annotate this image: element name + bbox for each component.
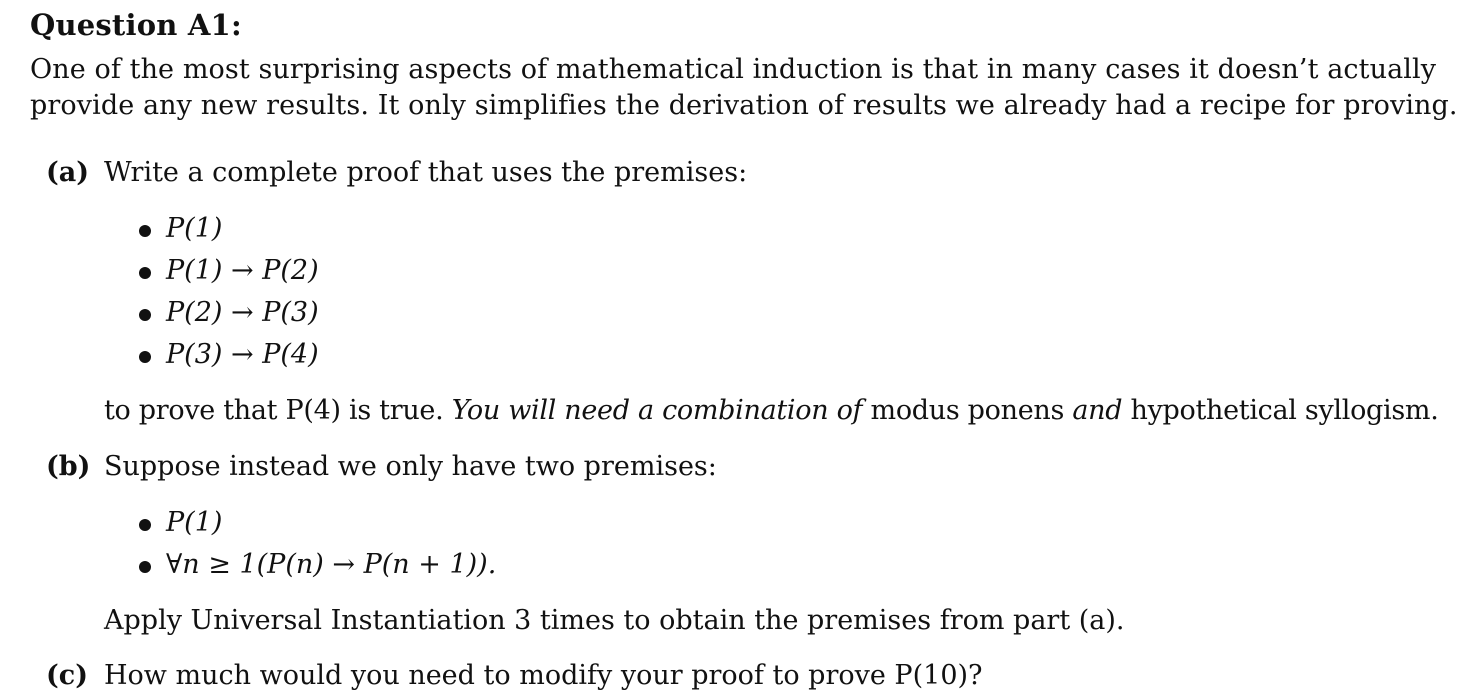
bullet-dot (139, 267, 151, 279)
conclusion-emphasis-2: and (1072, 395, 1123, 426)
bullet-dot (139, 561, 151, 573)
bullet-dot (139, 519, 151, 531)
part-a-text: Write a complete proof that uses the premises: (104, 157, 748, 188)
premise-a-3: P(2) → P(3) (166, 297, 319, 328)
bullet-dot (139, 351, 151, 363)
premise-a-4: P(3) → P(4) (166, 339, 319, 370)
part-c-text: How much would you need to modify your proof to prove P(10)? (104, 660, 983, 691)
bullet-dot (139, 225, 151, 237)
part-a-conclusion (104, 395, 1439, 426)
premise-a-1: P(1) (166, 213, 223, 244)
part-b-label: (b) (46, 451, 91, 482)
bullet-dot (139, 309, 151, 321)
question-title: Question A1: (30, 8, 242, 42)
intro-line-1: One of the most surprising aspects of mathematical induction is that in many cases it doesn’t actually (30, 54, 1437, 85)
conclusion-modus-ponens: modus ponens (862, 395, 1073, 426)
intro-line-2: provide any new results. It only simplifies the derivation of results we already had a recipe for proving. (30, 90, 1458, 121)
conclusion-pre: to prove that P(4) is true. (104, 395, 452, 426)
conclusion-emphasis-1: You will need a combination of (451, 395, 863, 426)
conclusion-period: . (1430, 395, 1439, 426)
part-b-text: Suppose instead we only have two premises: (104, 451, 717, 482)
part-c-label: (c) (46, 660, 88, 691)
premise-b-2: ∀n ≥ 1(P(n) → P(n + 1)). (166, 549, 497, 580)
conclusion-hypothetical-syllogism: hypothetical syllogism (1122, 395, 1431, 426)
part-b-followup: Apply Universal Instantiation 3 times to obtain the premises from part (a). (104, 605, 1125, 636)
premise-a-2: P(1) → P(2) (166, 255, 319, 286)
part-a-label: (a) (46, 157, 90, 188)
premise-b-1: P(1) (166, 507, 223, 538)
